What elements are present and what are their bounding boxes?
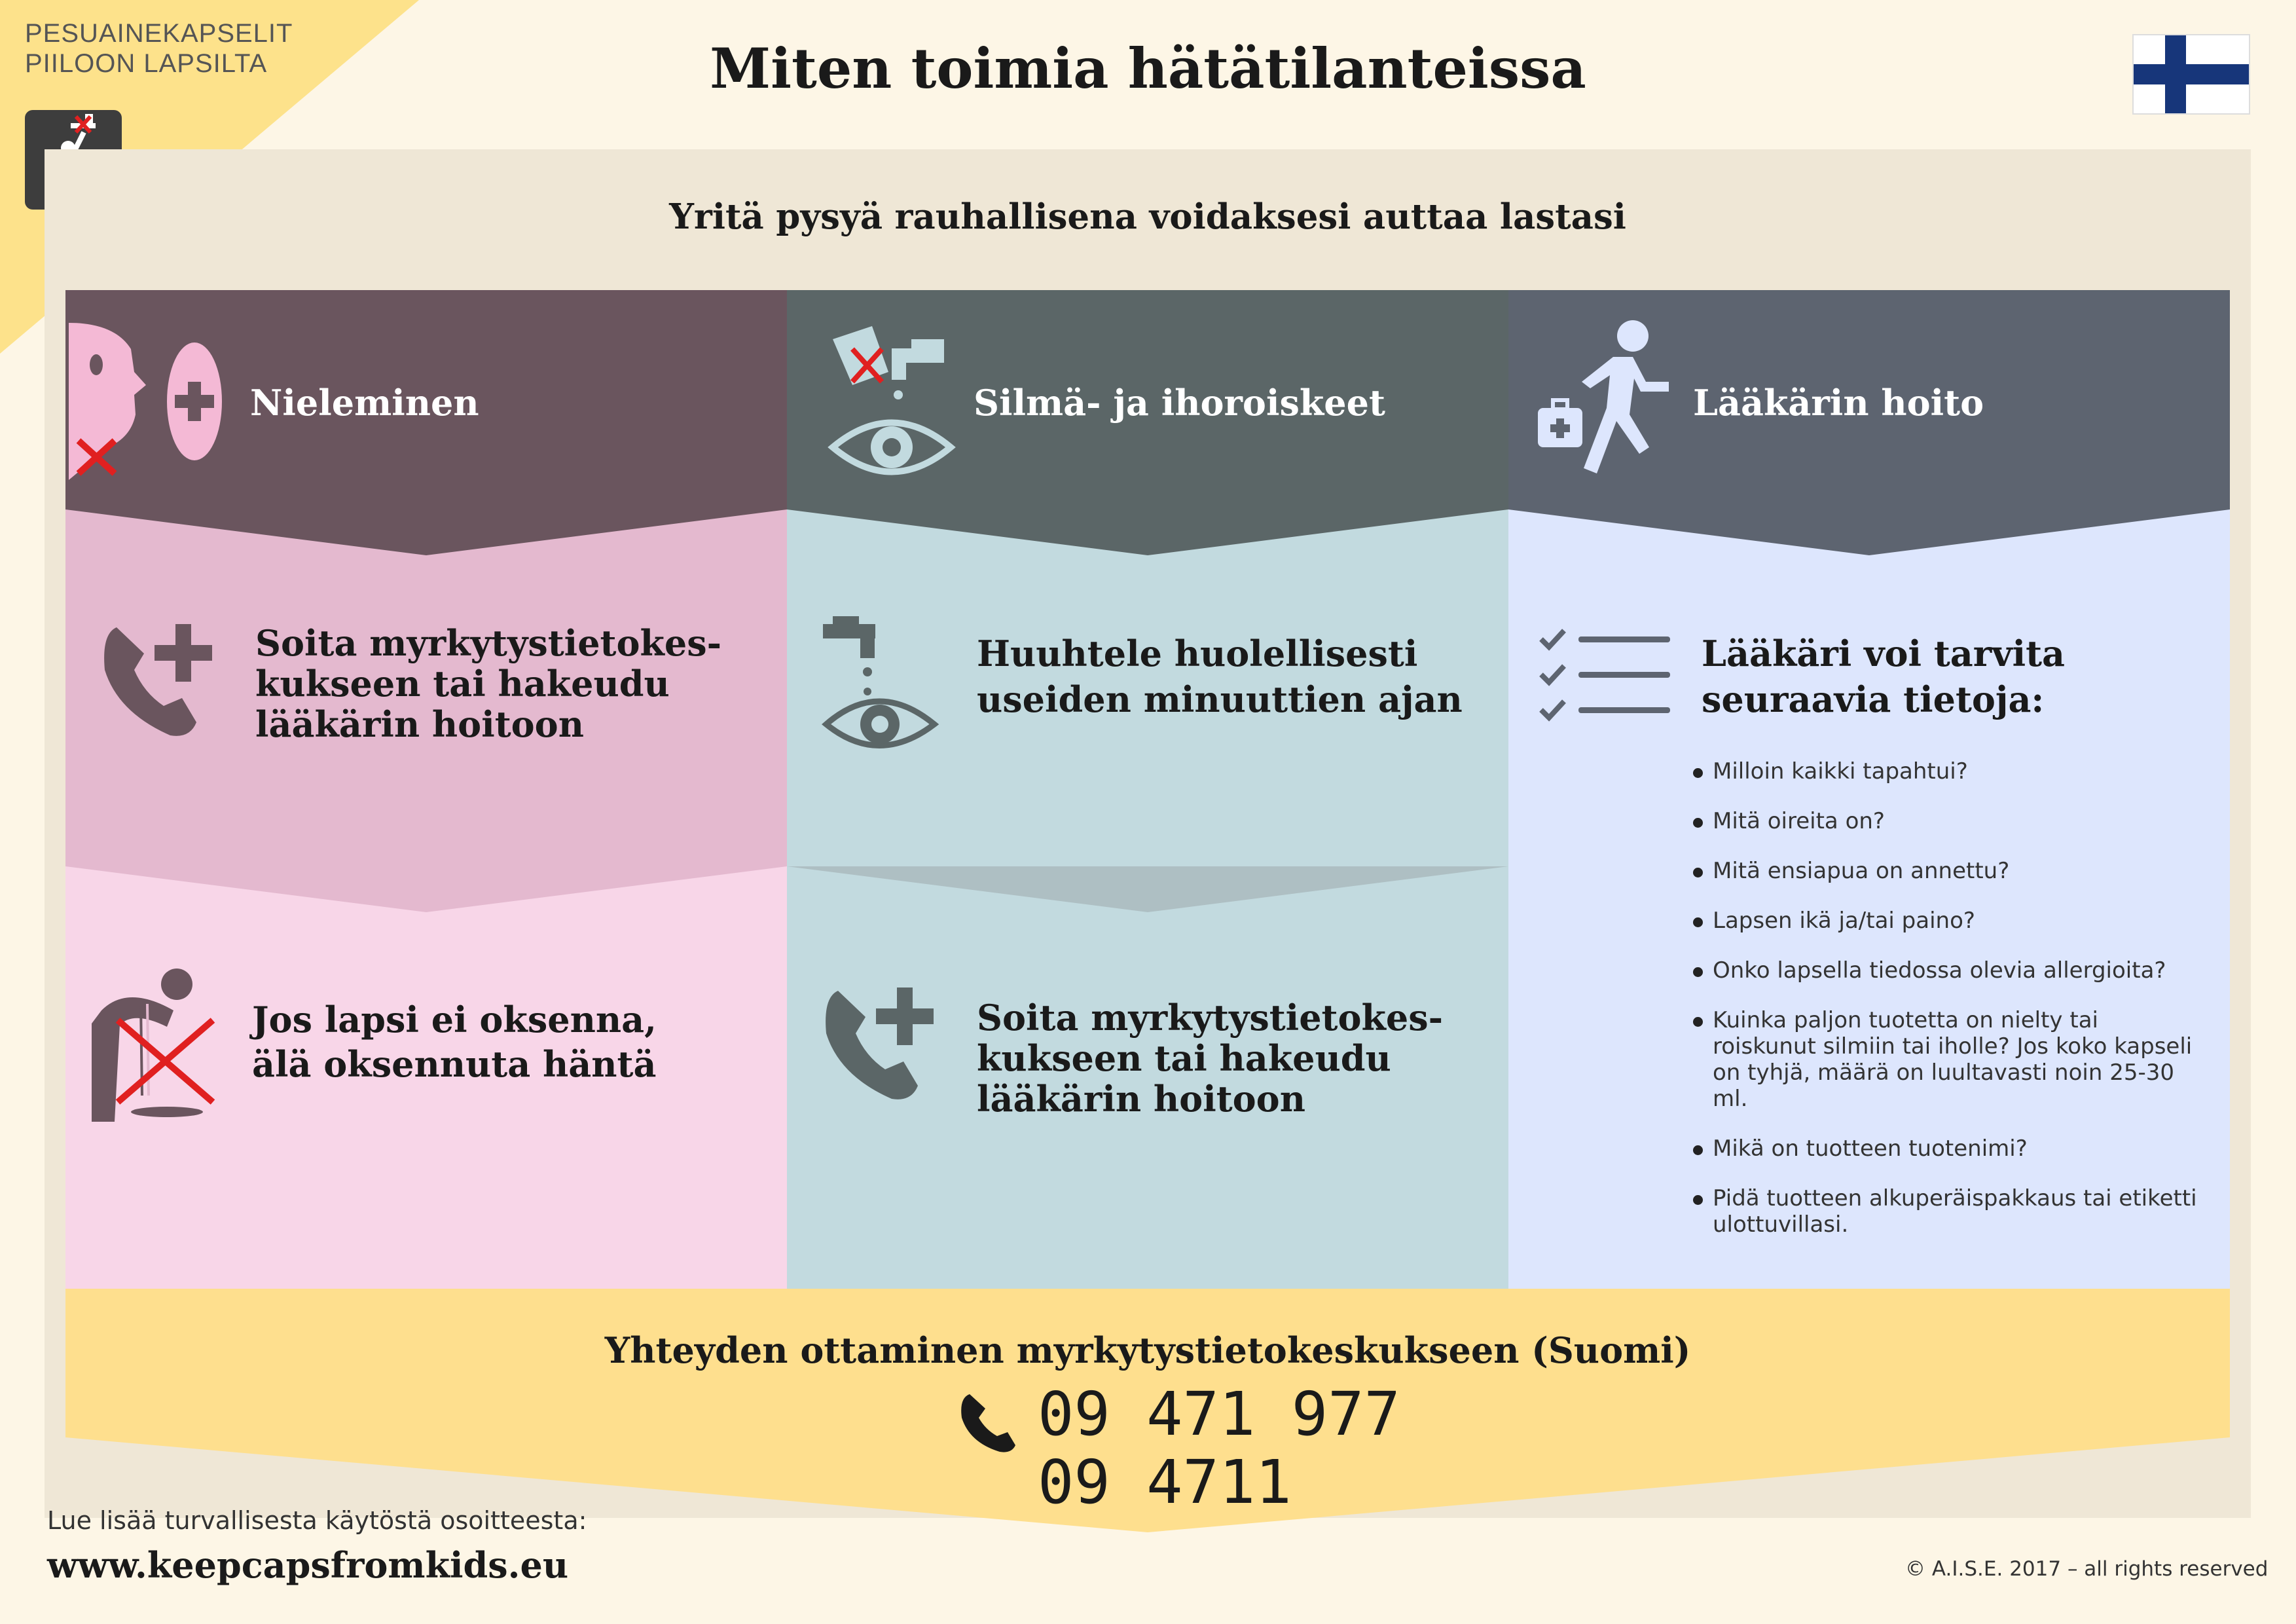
contact-title: Yhteyden ottaminen myrkytystietokeskukseen (Suomi): [604, 1329, 1691, 1371]
list-item: Pidä tuotteen alkuperäispakkaus tai etiketti ulottuvillasi.: [1693, 1185, 2204, 1238]
phone-icon: [959, 1392, 1018, 1454]
list-item: Kuinka paljon tuotetta on nielty tai roiskunut silmiin tai iholle? Jos koko kapseli on tyhjä, määrä on luultavasti noin 25-30 ml.: [1693, 1007, 2204, 1112]
list-item: Mitä ensiapua on annettu?: [1693, 858, 2204, 884]
campaign-line-1: PESUAINEKAPSELIT: [25, 19, 293, 48]
step-text: Soita myrkytystietokes- kukseen tai hakeudu lääkärin hoitoon: [977, 997, 1444, 1120]
list-item: Milloin kaikki tapahtui?: [1693, 758, 2204, 784]
step-text: Huuhtele huolellisesti useiden minuuttien ajan: [977, 633, 1463, 720]
copyright: © A.I.S.E. 2017 – all rights reserved: [1905, 1557, 2269, 1581]
phone-number-2[interactable]: 09 4711: [1038, 1447, 1292, 1517]
column-title: Lääkärin hoito: [1693, 382, 1984, 424]
phone-number-1[interactable]: 09 471 977: [1038, 1379, 1400, 1449]
website-link[interactable]: www.keepcapsfromkids.eu: [47, 1544, 569, 1586]
list-item: Onko lapsella tiedossa olevia allergioita?: [1693, 957, 2204, 984]
column-title: Nieleminen: [250, 382, 479, 424]
step-text: Soita myrkytystietokes- kukseen tai hakeudu lääkärin hoitoon: [255, 622, 722, 745]
list-item: Mikä on tuotteen tuotenimi?: [1693, 1135, 2204, 1162]
step-text: Jos lapsi ei oksenna, älä oksennuta häntä: [252, 999, 657, 1085]
learn-more-text: Lue lisää turvallisesta käytöstä osoitteesta:: [47, 1506, 587, 1535]
subtitle: Yritä pysyä rauhallisena voidaksesi auttaa lastasi: [669, 196, 1626, 237]
info-intro: Lääkäri voi tarvita seuraavia tietoja:: [1702, 633, 2066, 720]
list-item: Lapsen ikä ja/tai paino?: [1693, 908, 2204, 934]
campaign-line-2: PIILOON LAPSILTA: [25, 49, 268, 78]
list-item: Mitä oireita on?: [1693, 808, 2204, 834]
column-title: Silmä- ja ihoroiskeet: [974, 382, 1385, 424]
page-title: Miten toimia hätätilanteissa: [710, 36, 1586, 101]
